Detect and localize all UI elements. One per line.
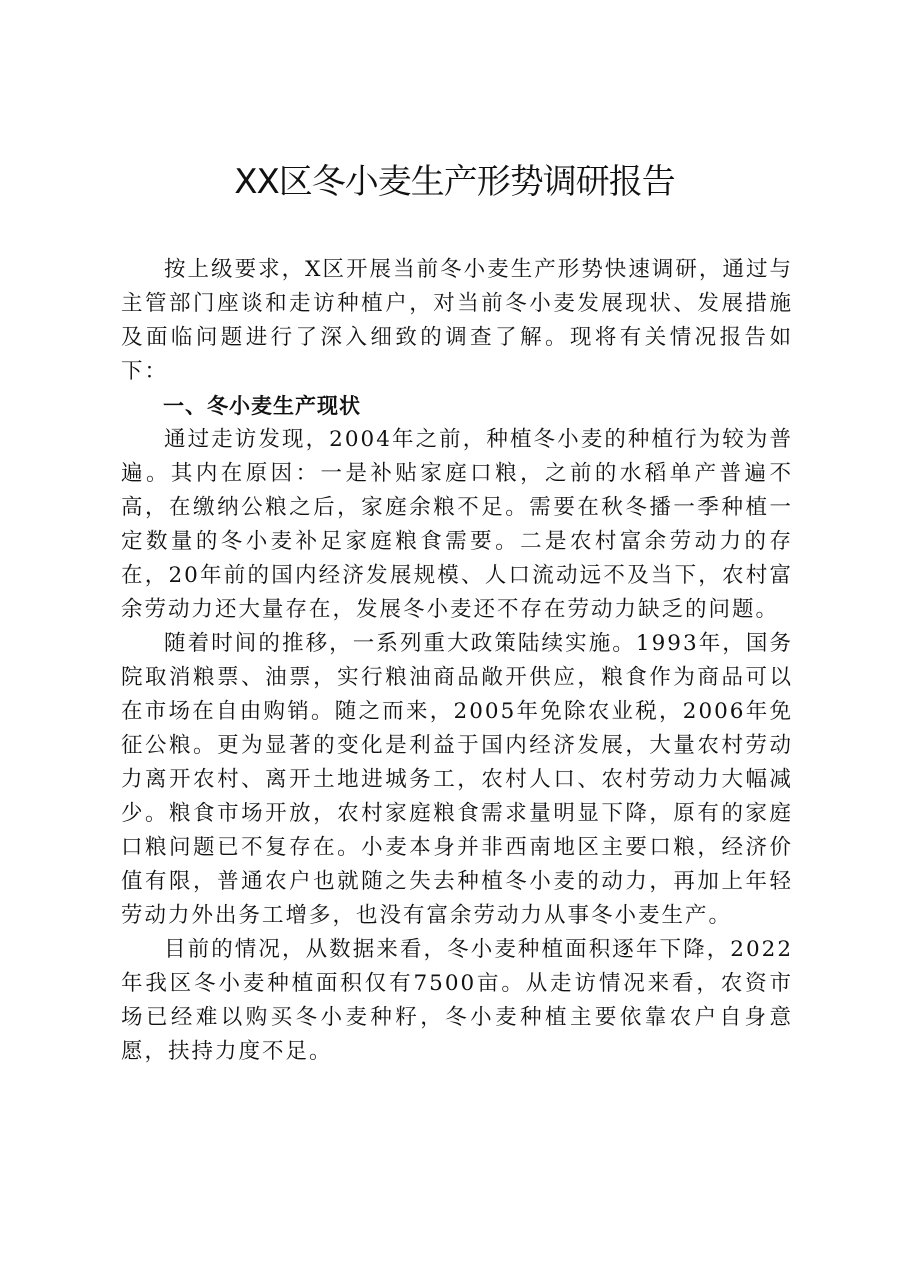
body-paragraph-3: 目前的情况，从数据来看，冬小麦种植面积逐年下降，2022年我区冬小麦种植面积仅有7500亩。从走访情况来看，农资市场已经难以购买冬小麦种籽，冬小麦种植主要依靠农户自身意愿，扶持力度不足。 [121,937,793,1064]
section-heading-1: 一、冬小麦生产现状 [163,394,361,418]
body-paragraph-1: 通过走访发现，2004年之前，种植冬小麦的种植行为较为普遍。其内在原因：一是补贴家庭口粮，之前的水稻单产普遍不高，在缴纳公粮之后，家庭余粮不足。需要在秋冬播一季种植一定数量的冬小麦补足家庭粮食需要。二是农村富余劳动力的存在，20年前的国内经济发展规模、人口流动远不及当下，农村富余劳动力还大量存在，发展冬小麦还不存在劳动力缺乏的问题。 [121,427,793,622]
document-body [121,253,793,1069]
intro-paragraph: 按上级要求，X区开展当前冬小麦生产形势快速调研，通过与主管部门座谈和走访种植户，对当前冬小麦发展现状、发展措施及面临问题进行了深入细致的调查了解。现将有关情况报告如下： [121,257,793,384]
body-paragraph-2: 随着时间的推移，一系列重大政策陆续实施。1993年，国务院取消粮票、油票，实行粮油商品敞开供应，粮食作为商品可以在市场在自由购销。随之而来，2005年免除农业税，2006年免征公粮。更为显著的变化是利益于国内经济发展，大量农村劳动力离开农村、离开土地进城务工，农村人口、农村劳动力大幅减少。粮食市场开放，农村家庭粮食需求量明显下降，原有的家庭口粮问题已不复存在。小麦本身并非西南地区主要口粮，经济价值有限，普通农户也就随之失去种植冬小麦的动力，再加上年轻劳动力外出务工增多，也没有富余劳动力从事冬小麦生产。 [121,631,793,928]
document-title: XX区冬小麦生产形势调研报告 [234,162,675,202]
